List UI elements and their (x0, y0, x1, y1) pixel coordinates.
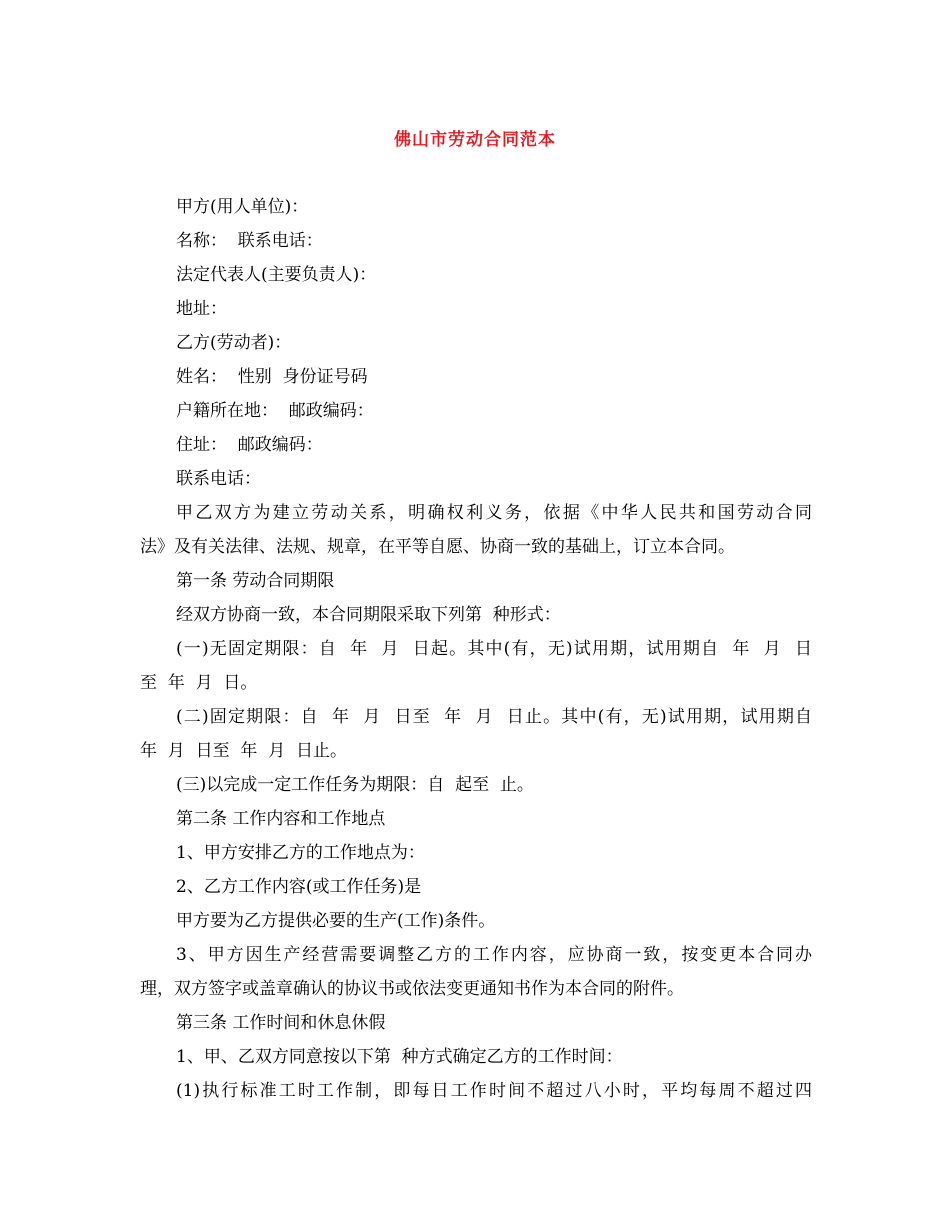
text-line: 理，双方签字或盖章确认的协议书或依法变更通知书作为本合同的附件。 (140, 979, 684, 999)
text-line: 住址： 邮政编码： (176, 435, 323, 455)
section-heading: 第二条 工作内容和工作地点 (176, 809, 386, 829)
text-line: (一)无固定期限：自 年 月 日起。其中(有，无)试用期，试用期自 年 月 日 (176, 639, 812, 659)
text-line: 1、甲、乙双方同意按以下第 种方式确定乙方的工作时间： (176, 1047, 623, 1067)
text-line: (三)以完成一定工作任务为期限：自 起至 止。 (176, 775, 534, 795)
text-line: 联系电话： (176, 469, 261, 489)
document-body (140, 190, 812, 1108)
document-title: 佛山市劳动合同范本 (394, 130, 556, 150)
text-line: 地址： (176, 299, 227, 319)
text-line: 甲乙双方为建立劳动关系，明确权利义务，依据《中华人民共和国劳动合同 (176, 503, 812, 523)
text-line: 法定代表人(主要负责人)： (176, 265, 377, 285)
text-line: 年 月 日至 年 月 日止。 (140, 741, 348, 761)
text-line: 至 年 月 日。 (140, 673, 258, 693)
text-line: 户籍所在地： 邮政编码： (176, 401, 374, 421)
section-heading: 第三条 工作时间和休息休假 (176, 1013, 386, 1033)
text-line: 经双方协商一致，本合同期限采取下列第 种形式： (176, 605, 561, 625)
text-line: 1、甲方安排乙方的工作地点为： (176, 843, 425, 863)
text-line: 法》及有关法律、法规、规章，在平等自愿、协商一致的基础上，订立本合同。 (140, 537, 735, 557)
text-line: (1)执行标准工时工作制，即每日工作时间不超过八小时，平均每周不超过四 (176, 1081, 812, 1101)
text-line: 甲方要为乙方提供必要的生产(工作)条件。 (176, 911, 496, 931)
text-line: (二)固定期限：自 年 月 日至 年 月 日止。其中(有，无)试用期，试用期自 (176, 707, 812, 727)
text-line: 乙方(劳动者)： (176, 333, 292, 353)
section-heading: 第一条 劳动合同期限 (176, 571, 335, 591)
text-line: 姓名： 性别 身份证号码 (176, 367, 368, 387)
text-line: 2、乙方工作内容(或工作任务)是 (176, 877, 422, 897)
text-line: 3、甲方因生产经营需要调整乙方的工作内容，应协商一致，按变更本合同办 (176, 945, 812, 965)
text-line: 名称： 联系电话： (176, 231, 323, 251)
text-line: 甲方(用人单位)： (176, 197, 309, 217)
